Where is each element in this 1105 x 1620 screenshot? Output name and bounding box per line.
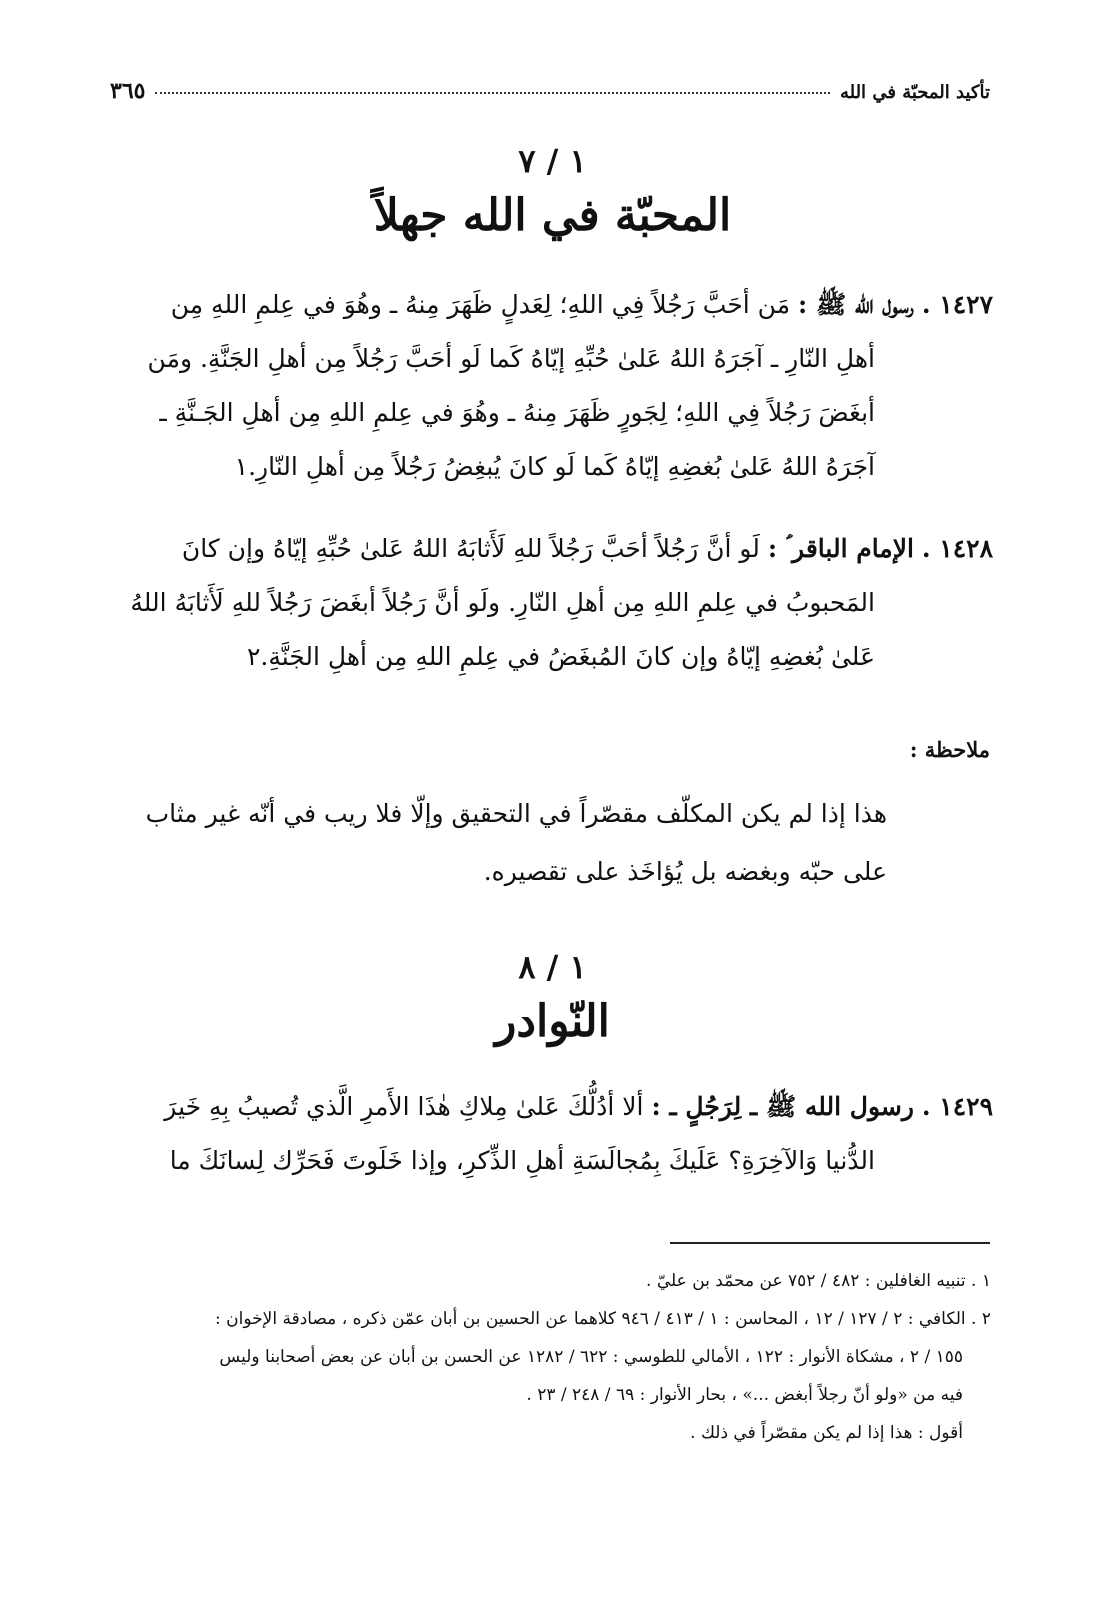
note-line: هذا إذا لم يكن المكلّف مقصّراً في التحقيق وإلّا فلا ريب في أنّه غير مثاب — [145, 799, 887, 828]
hadith-number: ١٤٢٩ . — [921, 1092, 993, 1121]
section-number: ١ / ٨ — [518, 948, 587, 986]
hadith-1429 — [108, 1080, 993, 1188]
hadith-line: أهلِ النّارِ ـ آجَرَهُ اللهُ عَلىٰ حُبِّهِ إيّاهُ كَما لَو أحَبَّ رَجُلاً مِن أهلِ الجَنَّةِ. ومَن — [147, 344, 875, 373]
running-header — [110, 78, 990, 108]
section-title: المحبّة في الله جهلاً — [373, 190, 732, 241]
note-text — [108, 785, 887, 901]
note-line: على حبّه وبغضه بل يُؤاخَذ على تقصيره. — [483, 857, 887, 886]
hadith-number: ١٤٢٧ . — [921, 290, 993, 319]
hadith-1428 — [108, 522, 993, 684]
hadith-line: المَحبوبُ في عِلمِ اللهِ مِن أهلِ النّارِ. ولَو أنَّ رَجُلاً أبغَضَ رَجُلاً للهِ لَأَثابَهُ اللهُ — [130, 588, 875, 617]
hadith-text: لَو أنَّ رَجُلاً أحَبَّ رَجُلاً للهِ لَأَثابَهُ اللهُ عَلىٰ حُبِّهِ إيّاهُ وإن كانَ — [181, 534, 760, 563]
hadith-line — [108, 278, 993, 332]
hadith-line: الدُّنيا وَالآخِرَةِ؟ عَلَيكَ بِمُجالَسَةِ أهلِ الذِّكرِ، وإذا خَلَوتَ فَحَرِّك لِسانَكَ ما — [169, 1146, 875, 1175]
footnote-separator — [670, 1242, 990, 1244]
note-label: ملاحظة : — [909, 737, 990, 762]
hadith-line — [108, 522, 993, 576]
hadith-line — [108, 1080, 993, 1134]
hadith-source: رسول الله ﷺ : — [798, 290, 914, 319]
header-leader-dots — [155, 92, 830, 94]
hadith-number: ١٤٢٨ . — [921, 534, 993, 563]
running-title: تأكيد المحبّة في الله — [839, 82, 990, 103]
hadith-1427 — [108, 278, 993, 494]
hadith-line: آجَرَهُ اللهُ عَلىٰ بُغضِهِ إيّاهُ كَما لَو كانَ يُبغِضُ رَجُلاً مِن أهلِ النّارِ.١ — [234, 452, 875, 481]
footnote-2: ٢ . الكافي : ٢ / ١٢٧ / ١٢ ، المحاسن : ١ / ٤١٣ / ٩٤٦ كلاهما عن الحسين بن أبان عمّن ذكره ، مصادقة الإخوان : — [215, 1309, 991, 1329]
page-number: ٣٦٥ — [110, 78, 146, 104]
section-number: ١ / ٧ — [518, 142, 587, 180]
footnote-2-continued: ١٥٥ / ٢ ، مشكاة الأنوار : ١٢٢ ، الأمالي للطوسي : ٦٢٢ / ١٢٨٢ عن الحسن بن أبان عن بعض أصحابنا وليس — [219, 1347, 963, 1367]
hadith-text: مَن أحَبَّ رَجُلاً فِي اللهِ؛ لِعَدلٍ ظَهَرَ مِنهُ ـ وهُوَ في عِلمِ اللهِ مِن — [170, 290, 791, 319]
section-title: النّوادر — [495, 996, 610, 1047]
hadith-source: الإمام الباقر ؑ : — [767, 534, 914, 563]
hadith-line: أبغَضَ رَجُلاً فِي اللهِ؛ لِجَورٍ ظَهَرَ مِنهُ ـ وهُوَ في عِلمِ اللهِ مِن أهلِ الجَـنَّةِ ـ — [159, 398, 875, 427]
footnote-1: ١ . تنبيه الغافلين : ٤٨٢ / ٧٥٢ عن محمّد بن عليّ . — [646, 1271, 991, 1291]
footnote-2-continued: فيه من «ولو أنّ رجلاً أبغض ...» ، بحار الأنوار : ٦٩ / ٢٤٨ / ٢٣ . — [526, 1385, 963, 1405]
hadith-line: عَلىٰ بُغضِهِ إيّاهُ وإن كانَ المُبغَضُ في عِلمِ اللهِ مِن أهلِ الجَنَّةِ.٢ — [246, 642, 875, 671]
hadith-source: رسول الله ﷺ ـ لِرَجُلٍ ـ : — [651, 1092, 914, 1121]
hadith-text: ألا أدُلُّكَ عَلىٰ مِلاكِ هٰذَا الأَمرِ الَّذي تُصيبُ بِهِ خَيرَ — [164, 1092, 644, 1121]
footnote-2-comment: أقول : هذا إذا لم يكن مقصّراً في ذلك . — [690, 1423, 963, 1443]
footnotes — [104, 1262, 991, 1452]
